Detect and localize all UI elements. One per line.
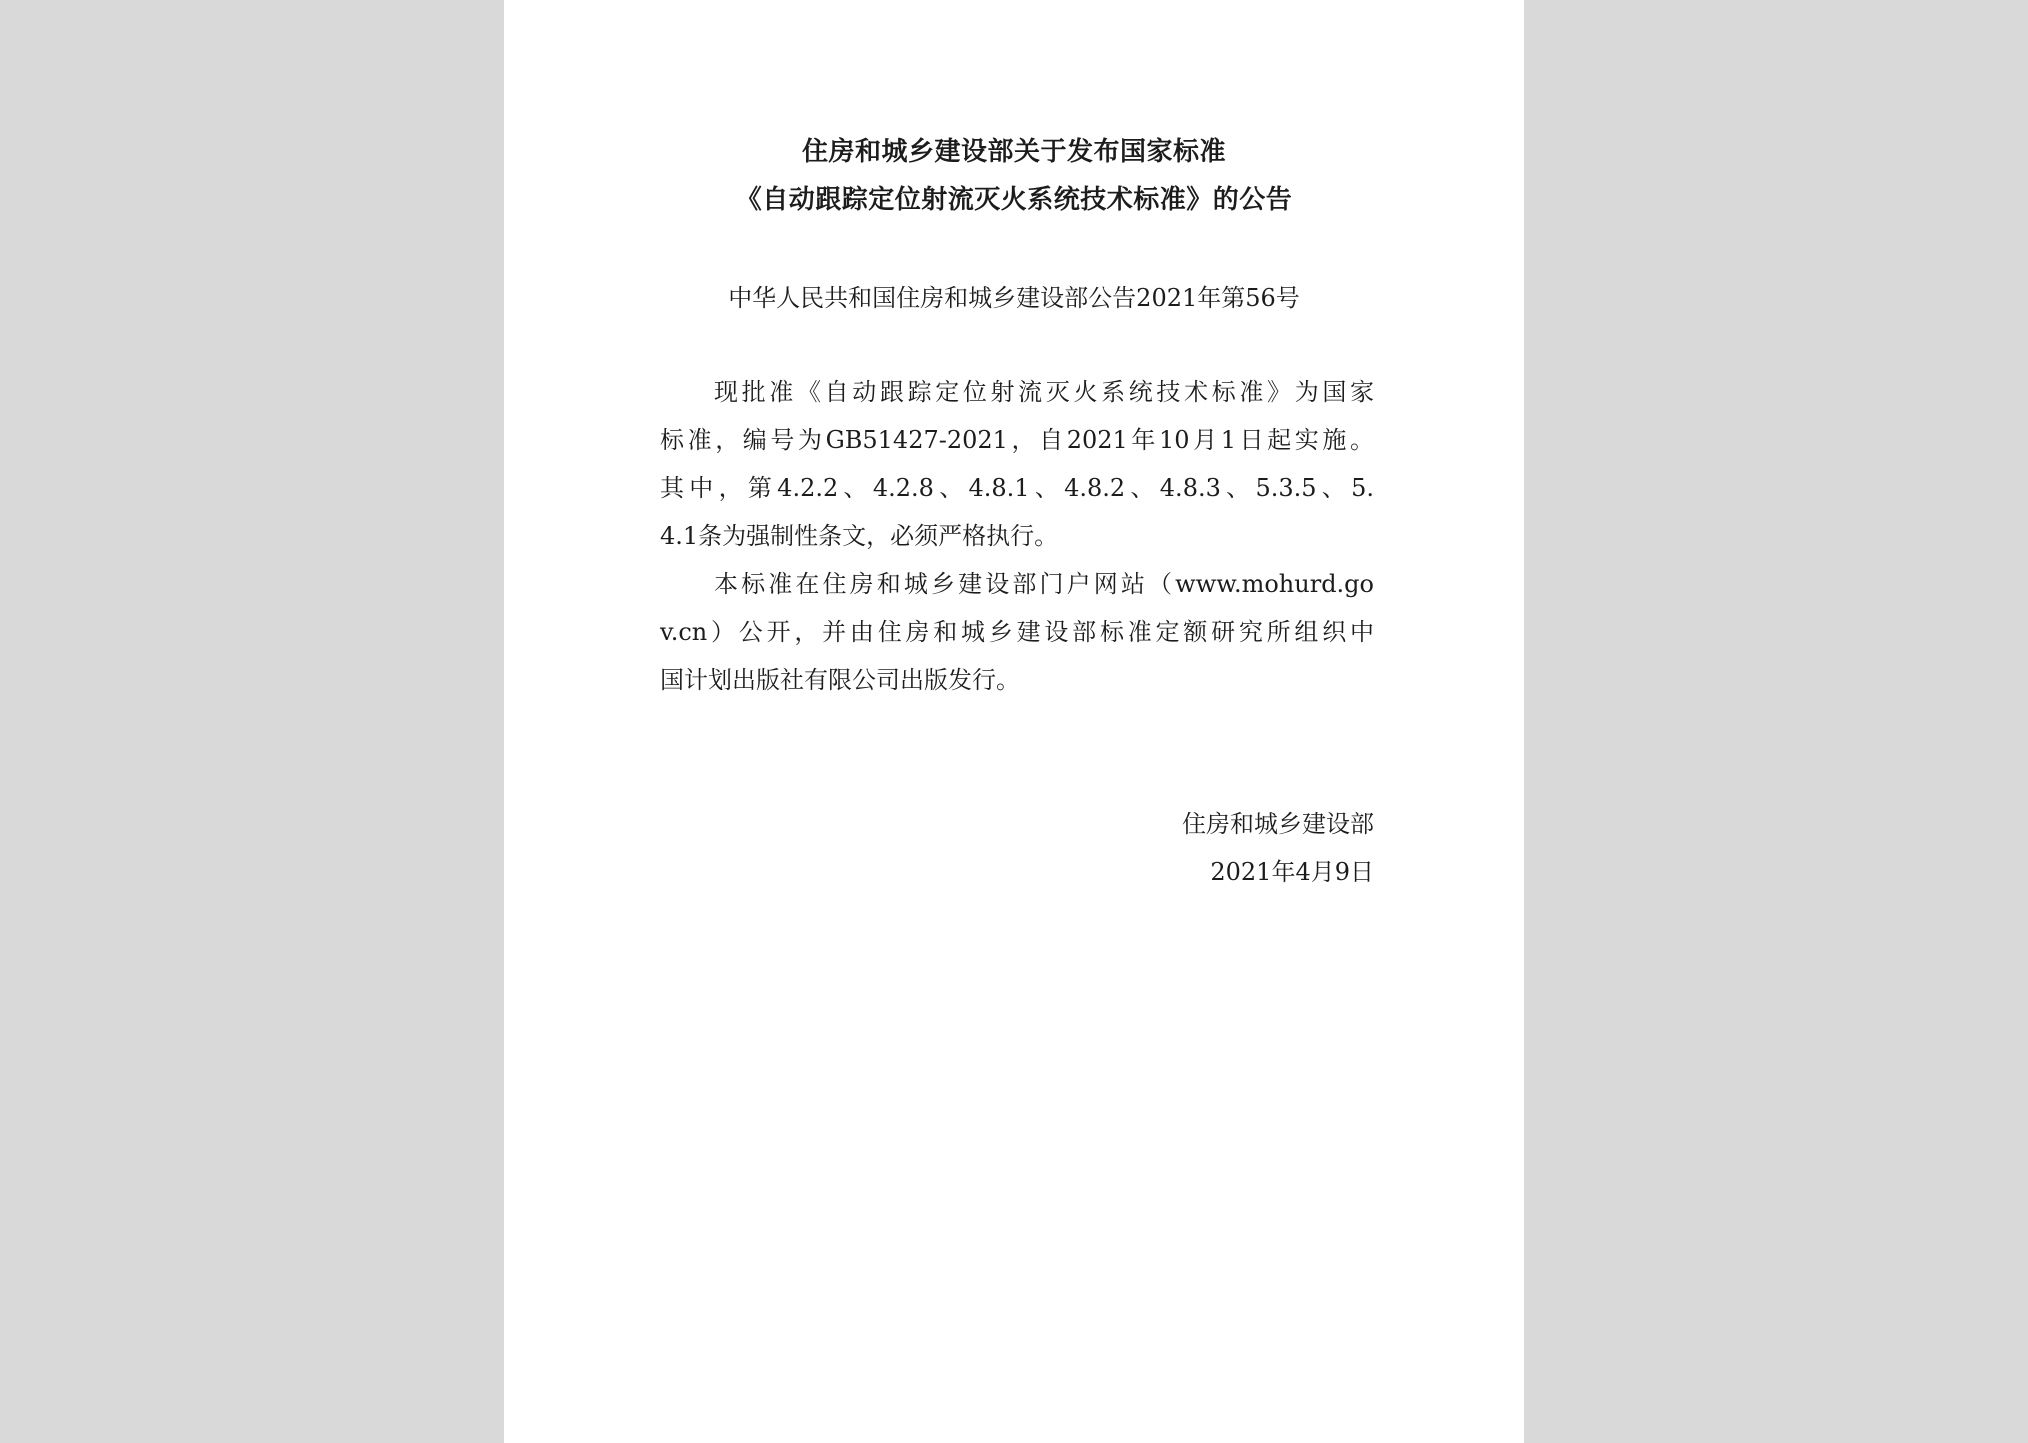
document-page [504, 0, 1524, 1443]
signature-organization: 住房和城乡建设部 [1182, 810, 1374, 838]
document-title-line-2: 《自动跟踪定位射流灭火系统技术标准》的公告 [735, 185, 1293, 215]
paragraph-approval [660, 368, 1374, 560]
paragraph-line: 现批准《自动跟踪定位射流灭火系统技术标准》为国家 [714, 378, 1374, 406]
paragraph-line: v.cn）公开，并由住房和城乡建设部标准定额研究所组织中 [660, 618, 1374, 646]
signature-date: 2021年4月9日 [1210, 858, 1374, 886]
paragraph-line: 国计划出版社有限公司出版发行。 [660, 666, 1020, 694]
paragraph-line: 本标准在住房和城乡建设部门户网站（www.mohurd.go [714, 570, 1374, 598]
paragraph-line: 4.1条为强制性条文，必须严格执行。 [660, 522, 1059, 550]
paragraph-publication [660, 560, 1374, 704]
notice-number: 中华人民共和国住房和城乡建设部公告2021年第56号 [728, 284, 1300, 312]
document-title-line-1: 住房和城乡建设部关于发布国家标准 [801, 137, 1226, 167]
paragraph-line: 其中，第4.2.2、4.2.8、4.8.1、4.8.2、4.8.3、5.3.5、5. [660, 474, 1374, 502]
paragraph-line: 标准，编号为GB51427-2021，自2021年10月1日起实施。 [660, 426, 1374, 454]
